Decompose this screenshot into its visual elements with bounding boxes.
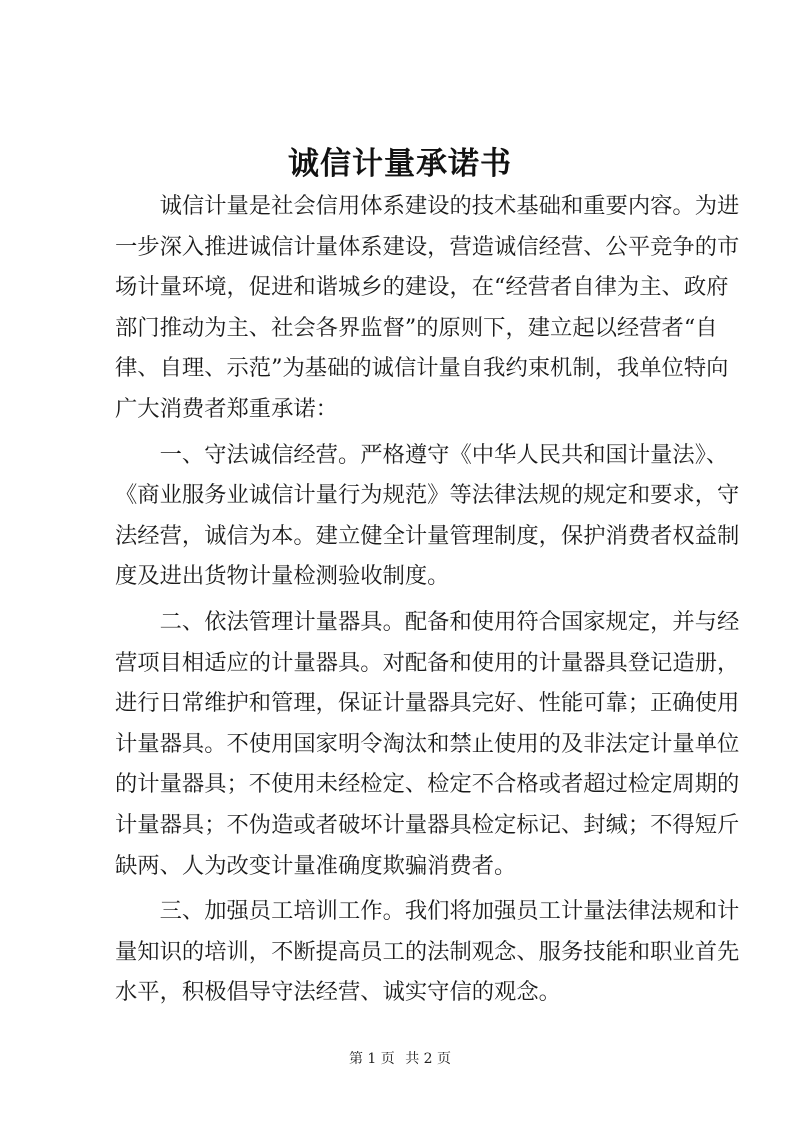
paragraph-line: 诚信计量是社会信用体系建设的技术基础和重要内容。为进 (115, 193, 740, 219)
paragraph-line: 缺两、人为改变计量准确度欺骗消费者。 (115, 852, 517, 879)
paragraph-line: 部门推动为主、社会各界监督”的原则下，建立起以经营者“自 (115, 314, 718, 341)
paragraph-line: 广大消费者郑重承诺： (115, 395, 338, 422)
page-footer (0, 1048, 800, 1068)
paragraph-intro (115, 186, 740, 430)
paragraph-item-1 (115, 435, 740, 597)
paragraph-line: 三、加强员工培训工作。我们将加强员工计量法律法规和计 (115, 898, 740, 925)
paragraph-line: 计量器具；不伪造或者破坏计量器具检定标记、封缄；不得短斤 (115, 811, 740, 838)
paragraph-line: 场计量环境，促进和谐城乡的建设，在“经营者自律为主、政府 (115, 274, 729, 301)
paragraph-line: 法经营，诚信为本。建立健全计量管理制度，保护消费者权益制 (115, 522, 740, 549)
paragraph-item-2 (115, 602, 740, 886)
paragraph-line: 一步深入推进诚信计量体系建设，营造诚信经营、公平竞争的市 (115, 233, 740, 260)
paragraph-line: 计量器具。不使用国家明令淘汰和禁止使用的及非法定计量单位 (115, 730, 740, 757)
paragraph-line: 《商业服务业诚信计量行为规范》等法律法规的规定和要求，守 (115, 482, 740, 509)
paragraph-line: 量知识的培训，不断提高员工的法制观念、服务技能和职业首先 (115, 938, 740, 965)
page-total: 共 2 页 (405, 1051, 452, 1067)
paragraph-line: 的计量器具；不使用未经检定、检定不合格或者超过检定周期的 (115, 771, 740, 798)
document-title: 诚信计量承诺书 (288, 146, 512, 182)
paragraph-line: 进行日常维护和管理，保证计量器具完好、性能可靠；正确使用 (115, 690, 740, 717)
paragraph-item-3 (115, 891, 740, 1013)
paragraph-line: 律、自理、示范”为基础的诚信计量自我约束机制，我单位特向 (115, 355, 729, 382)
paragraph-line: 度及进出货物计量检测验收制度。 (115, 563, 450, 590)
paragraph-line: 一、守法诚信经营。严格遵守《中华人民共和国计量法》、 (115, 441, 729, 468)
document-body (115, 186, 740, 1013)
paragraph-line: 水平，积极倡导守法经营、诚实守信的观念。 (115, 979, 561, 1006)
paragraph-line: 营项目相适应的计量器具。对配备和使用的计量器具登记造册， (115, 649, 740, 676)
paragraph-line: 二、依法管理计量器具。配备和使用符合国家规定，并与经 (115, 608, 740, 635)
page-number: 第 1 页 (348, 1051, 395, 1067)
